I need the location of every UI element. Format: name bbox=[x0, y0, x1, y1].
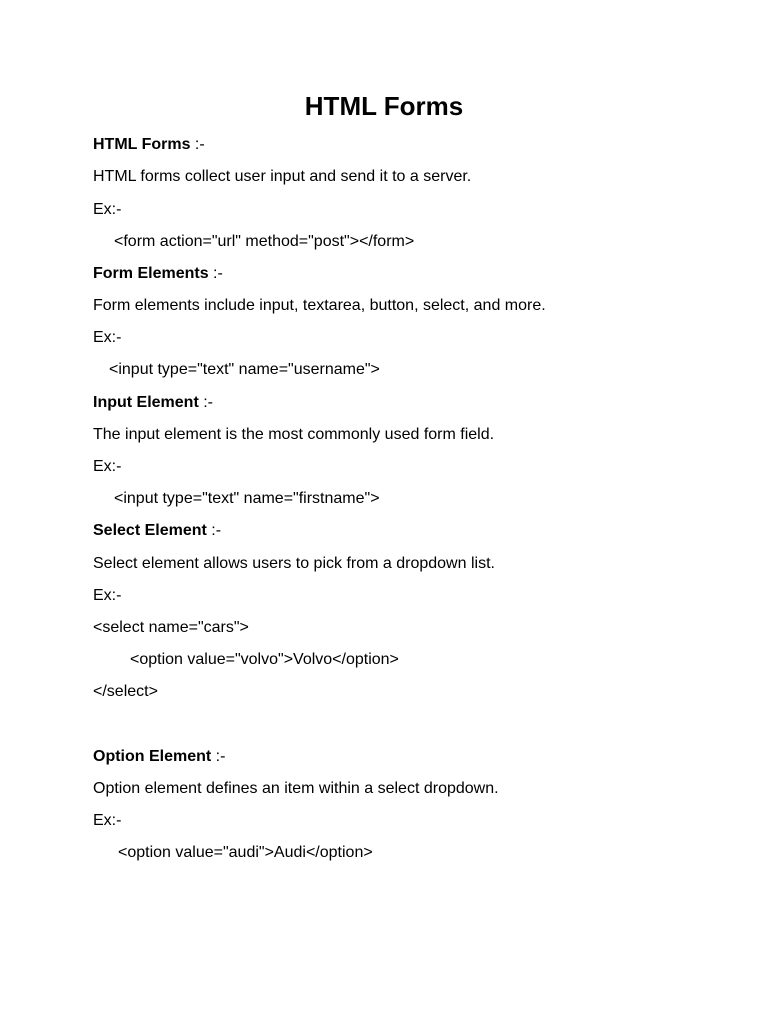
section-heading-suffix: :- bbox=[211, 748, 226, 765]
section-description: Form elements include input, textarea, button, select, and more. bbox=[93, 297, 546, 314]
section-heading-label: Option Element bbox=[93, 748, 212, 765]
section-heading-input-element bbox=[93, 392, 213, 414]
code-example: <form action="url" method="post"></form> bbox=[114, 233, 415, 250]
example-label: Ex:- bbox=[93, 812, 122, 829]
example-label: Ex:- bbox=[93, 329, 122, 346]
code-example: </select> bbox=[93, 683, 158, 700]
code-example: <select name="cars"> bbox=[93, 619, 249, 636]
section-heading-suffix: :- bbox=[206, 522, 222, 539]
section-description: HTML forms collect user input and send it to a server. bbox=[93, 168, 472, 185]
section-heading-label: Form Elements bbox=[93, 265, 209, 282]
section-heading-form-elements bbox=[93, 263, 223, 285]
section-description: Option element defines an item within a select dropdown. bbox=[93, 780, 499, 797]
example-label: Ex:- bbox=[93, 201, 122, 218]
code-example: <input type="text" name="username"> bbox=[109, 361, 380, 378]
section-heading-html-forms bbox=[93, 134, 205, 156]
section-heading-suffix: :- bbox=[198, 394, 213, 411]
section-heading-suffix: :- bbox=[190, 136, 205, 153]
section-description: The input element is the most commonly used form field. bbox=[93, 426, 495, 443]
section-heading-label: HTML Forms bbox=[93, 136, 191, 153]
code-example: <input type="text" name="firstname"> bbox=[114, 490, 380, 507]
example-label: Ex:- bbox=[93, 587, 122, 604]
code-example: <option value="audi">Audi</option> bbox=[118, 844, 373, 861]
code-example: <option value="volvo">Volvo</option> bbox=[130, 651, 399, 668]
section-heading-option-element bbox=[93, 746, 225, 768]
example-label: Ex:- bbox=[93, 458, 122, 475]
section-heading-select-element bbox=[93, 520, 221, 542]
page-title: HTML Forms bbox=[304, 91, 464, 121]
section-description: Select element allows users to pick from a dropdown list. bbox=[93, 555, 495, 572]
section-heading-suffix: :- bbox=[208, 265, 223, 282]
section-heading-label: Input Element bbox=[93, 394, 199, 411]
section-heading-label: Select Element bbox=[93, 522, 207, 539]
